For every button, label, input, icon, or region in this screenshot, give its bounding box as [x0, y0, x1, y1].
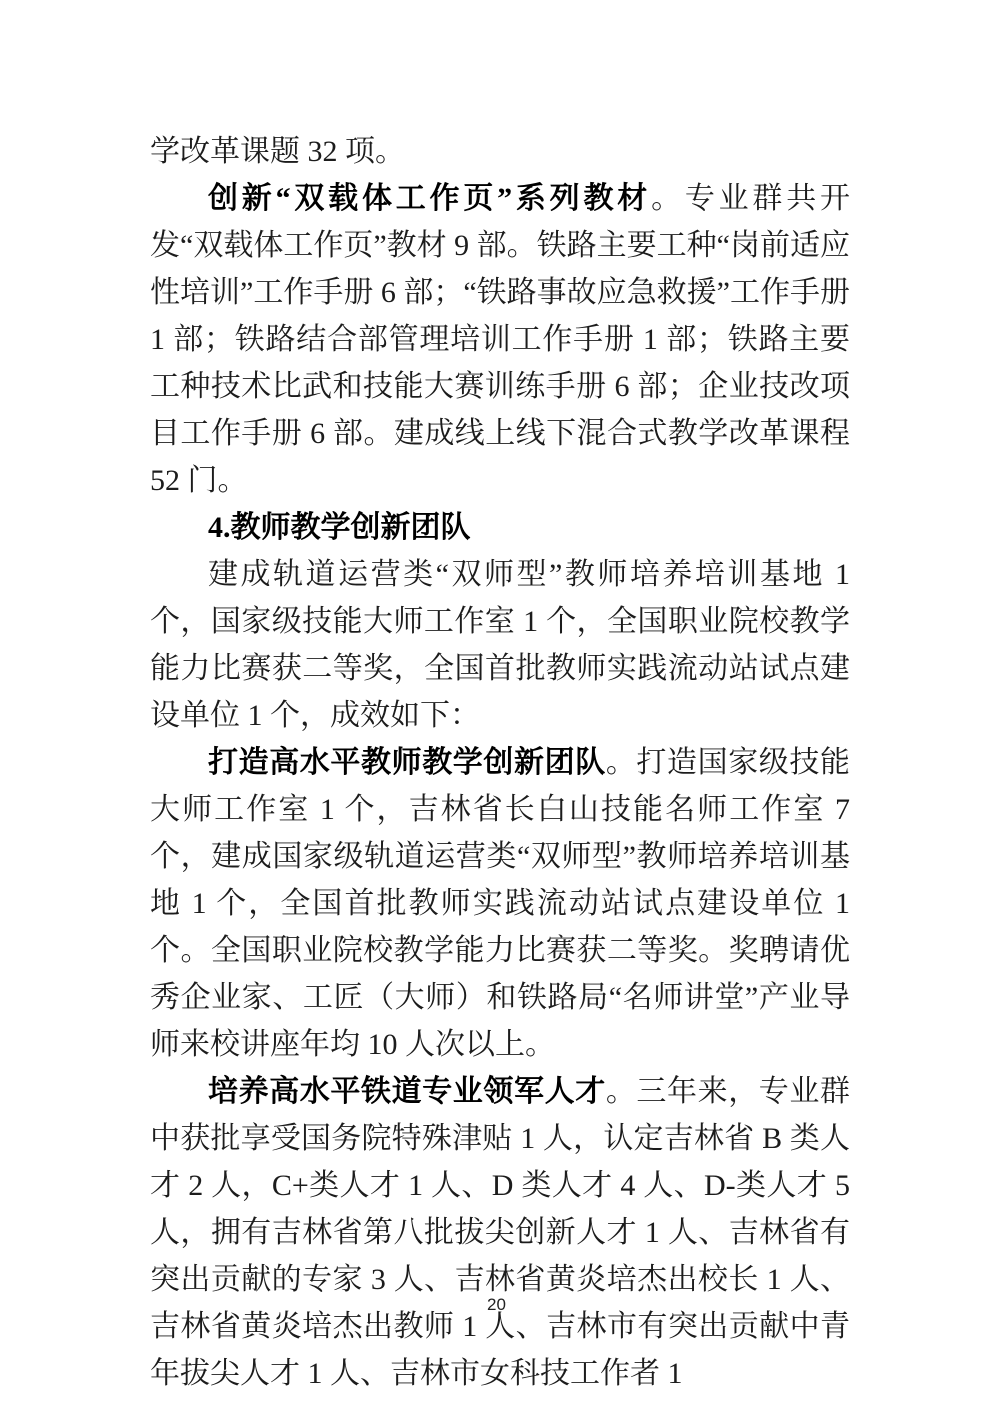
section-heading-teacher-team — [150, 504, 850, 551]
paragraph-bold-lead: 创新“双载体工作页”系列教材 — [208, 182, 652, 215]
paragraph-text: 建成轨道运营类“双师型”教师培养培训基地 1 个，国家级技能大师工作室 1 个，全国职业院校教学能力比赛获二等奖，全国首批教师实践流动站试点建设单位 1 个，成效如下： — [150, 558, 850, 732]
paragraph-text: 学改革课题 32 项。 — [150, 135, 405, 168]
page-number: 20 — [487, 1295, 506, 1314]
paragraph-text: 。打造国家级技能大师工作室 1 个，吉林省长白山技能名师工作室 7 个，建成国家级轨道运营类“双师型”教师培养培训基地 1 个，全国首批教师实践流动站试点建设单位 1 个。全国职业院校教学能力比赛获二等奖。奖聘请优秀企业家、工匠（大师）和铁路局“名师讲堂”产业导师来校讲座年均 10 人次以上。 — [150, 746, 851, 1061]
paragraph-bold-lead: 打造高水平教师教学创新团队 — [208, 746, 606, 779]
paragraph-continuation — [150, 128, 850, 175]
paragraph-innovation-team — [150, 739, 850, 1068]
paragraph-bold-lead: 培养高水平铁道专业领军人才 — [208, 1075, 606, 1108]
paragraph-text: 。三年来，专业群中获批享受国务院特殊津贴 1 人，认定吉林省 B 类人才 2 人，C+类人才 1 人、D 类人才 4 人、D-类人才 5 人，拥有吉林省第八批拔尖创新人才 1 人、吉林省有突出贡献的专家 3 人、吉林省黄炎培杰出校长 1 人、吉林省黄炎培杰出教师 1 人、吉林市有突出贡献中青年拔尖人才 1 人、吉林市女科技工作者 1 — [150, 1075, 851, 1390]
paragraph-leading-talents — [150, 1068, 850, 1397]
paragraph-textbook-series — [150, 175, 850, 504]
heading-text: 4.教师教学创新团队 — [208, 511, 471, 544]
paragraph-team-overview — [150, 551, 850, 739]
document-body — [150, 128, 850, 1397]
paragraph-text: 。专业群共开发“双载体工作页”教材 9 部。铁路主要工种“岗前适应性培训”工作手册 6 部；“铁路事故应急救援”工作手册 1 部；铁路结合部管理培训工作手册 1 部；铁路主要工种技术比武和技能大赛训练手册 6 部；企业技改项目工作手册 6 部。建成线上线下混合式教学改革课程 52 门。 — [150, 182, 851, 497]
